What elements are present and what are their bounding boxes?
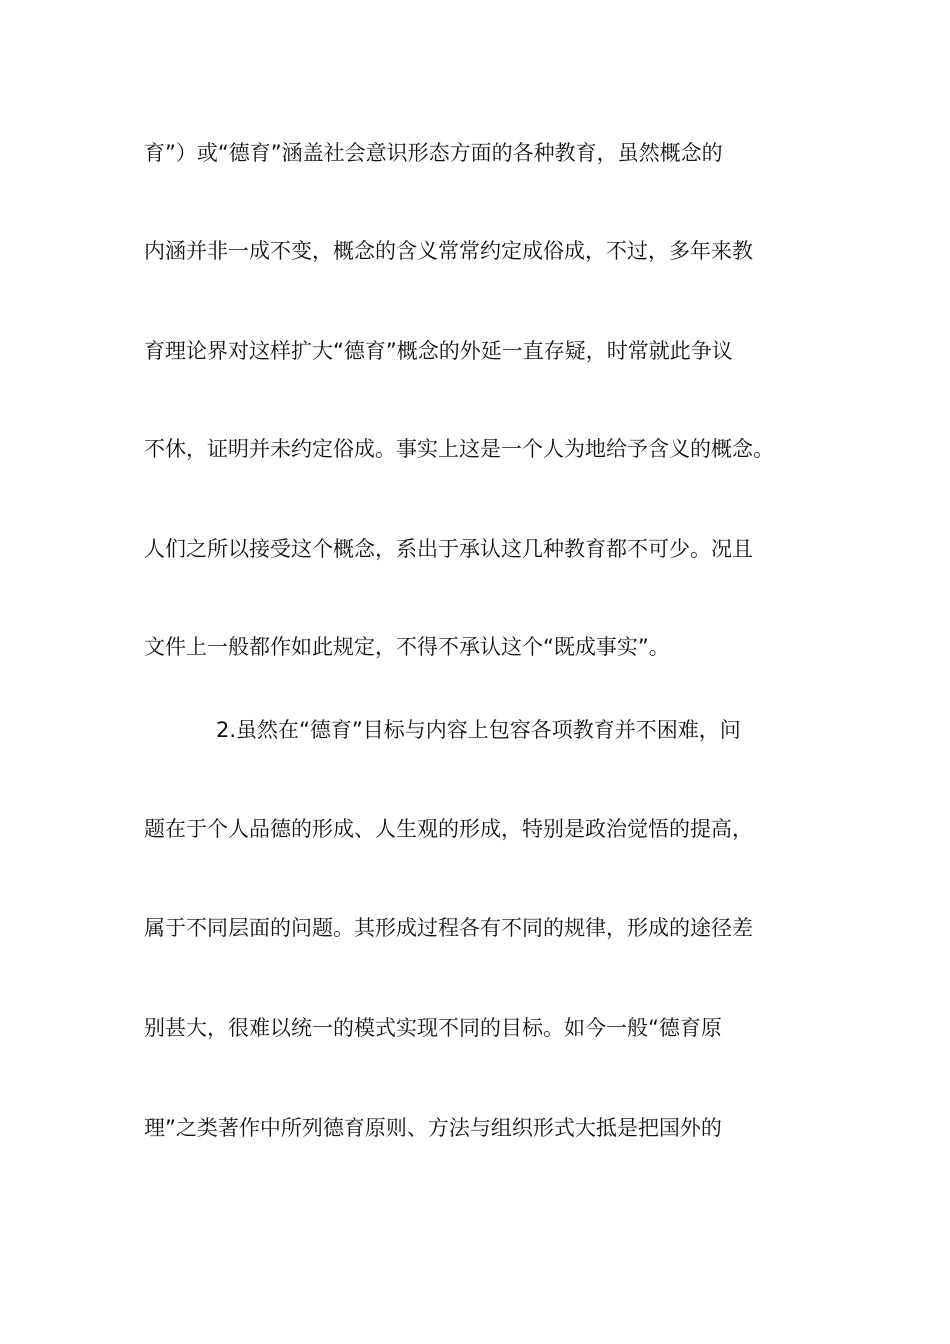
text-line: 内涵并非一成不变，概念的含义常常约定成俗成，不过，多年来教: [144, 239, 753, 263]
text-line: 理”之类著作中所列德育原则、方法与组织形式大抵是把国外的: [144, 1116, 722, 1140]
text-line: 育理论界对这样扩大“德育”概念的外延一直存疑，时常就此争议: [144, 339, 733, 363]
text-line: 人们之所以接受这个概念，系出于承认这几种教育都不可少。况且: [144, 537, 753, 561]
text-line: 文件上一般都作如此规定，不得不承认这个“既成事实”。: [144, 635, 670, 659]
text-line: 别甚大，很难以统一的模式实现不同的目标。如今一般“德育原: [144, 1016, 722, 1040]
paragraph-start-line: 2.虽然在“德育”目标与内容上包容各项教育并不困难，问: [216, 718, 741, 742]
text-line: 育”）或“德育”涵盖社会意识形态方面的各种教育，虽然概念的: [144, 141, 723, 165]
text-line: 属于不同层面的问题。其形成过程各有不同的规律，形成的途径差: [144, 916, 753, 940]
text-line: 题在于个人品德的形成、人生观的形成，特别是政治觉悟的提高，: [144, 817, 753, 841]
text-line: 不休，证明并未约定俗成。事实上这是一个人为地给予含义的概念。: [144, 437, 774, 461]
